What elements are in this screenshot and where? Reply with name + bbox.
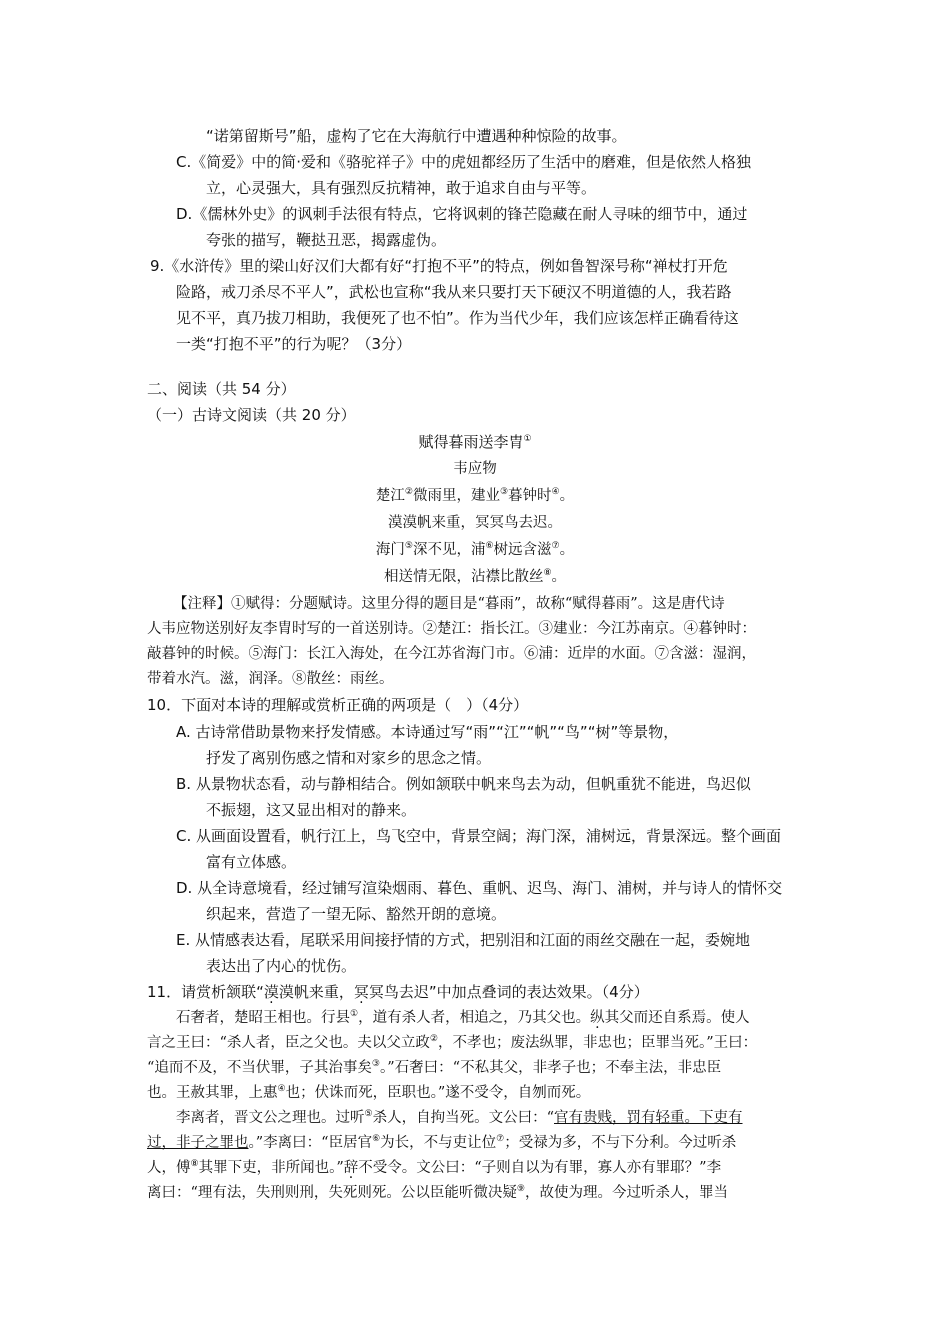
prose-p2-line4: 离曰：“理有法，失刑则刑，失死则死。公以臣能听微决疑⑨，故使为理。今过听杀人，罪当 xyxy=(147,1184,728,1201)
poem-title: 赋得暮雨送李胄① xyxy=(418,433,532,451)
q10-option-c-line1: C. 从画面设置看，帆行江上，鸟飞空中，背景空阔；海门深，浦树远，背景深远。整个画面 xyxy=(176,827,782,845)
q10-option-a-line1: A. 古诗常借助景物来抒发情感。本诗通过写“雨”“江”“帆”“鸟”“树”等景物， xyxy=(176,723,679,741)
poem-line4: 相送情无限，沾襟比散丝⑧。 xyxy=(383,568,567,585)
poem-line2: 漠漠帆来重，冥冥鸟去迟。 xyxy=(388,515,562,531)
q9-line4: 一类“打抱不平”的行为呢？（3分） xyxy=(176,335,412,353)
prose-p2-line2: 过，非子之罪也。”李离曰：“臣居官⑥为长，不与吏让位⑦；受禄为多，不与下分利。今过听杀 xyxy=(147,1134,737,1151)
underlined-sentence: 官有贵贱，罚有轻重。下吏有 xyxy=(554,1110,743,1126)
notes-line3: 敲暮钟的时候。⑤海门：长江入海处，在今江苏省海门市。⑥浦：近岸的水面。⑦含滋：湿润， xyxy=(147,646,756,662)
notes-line1: 【注释】①赋得：分题赋诗。这里分得的题目是“暮雨”，故称“赋得暮雨”。这是唐代诗 xyxy=(173,596,725,612)
q11-stem: 11．请赏析颔联“漠漠帆来重，冥冥鸟去迟”中加点叠词的表达效果。（4分） xyxy=(147,983,649,1001)
dotted-char: 漠 xyxy=(263,983,279,1001)
q9-line3: 见不平，真乃拔刀相助，我便死了也不怕”。作为当代少年，我们应该怎样正确看待这 xyxy=(176,309,739,327)
underlined-sentence: 过，非子之罪也 xyxy=(147,1135,249,1151)
q9-line2: 险路，戒刀杀尽不平人”，武松也宣称“我从来只要打天下硬汉不明道德的人，我若路 xyxy=(176,283,732,301)
prose-p2-line1: 李离者，晋文公之理也。过听⑤杀人，自拘当死。文公曰：“官有贵贱，罚有轻重。下吏有 xyxy=(176,1109,743,1126)
dotted-char: 辞 xyxy=(343,1160,359,1176)
dotted-char: 冥 xyxy=(353,983,369,1001)
q9-line1: 9.《水浒传》里的梁山好汉们大都有好“打抱不平”的特点，例如鲁智深号称“禅杖打开危 xyxy=(150,257,728,275)
notes-line4: 带着水汽。滋，润泽。⑧散丝：雨丝。 xyxy=(147,671,394,687)
q10-stem: 10．下面对本诗的理解或赏析正确的两项是（ ）（4分） xyxy=(147,696,529,714)
subsection-title: （一）古诗文阅读（共 20 分） xyxy=(147,406,356,424)
prose-p1-line2: 言之王曰：“杀人者，臣之父也。夫以父立政②，不孝也；废法纵罪，非忠也；臣罪当死。”王曰： xyxy=(147,1034,758,1051)
notes-line2: 人韦应物送别好友李胄时写的一首送别诗。②楚江：指长江。③建业：今江苏南京。④暮钟时： xyxy=(147,621,756,637)
q8-option-c-line2: 立，心灵强大，具有强烈反抗精神，敢于追求自由与平等。 xyxy=(206,179,597,197)
q10-option-c-line2: 富有立体感。 xyxy=(206,853,297,871)
dotted-char: 纵 xyxy=(590,1010,605,1026)
prose-p1-line1: 石奢者，楚昭王相也。行县①，道有杀人者，相追之，乃其父也。纵其父而还自系焉。使人 xyxy=(176,1009,750,1026)
prose-p1-line3: “追而不及，不当伏罪，子其治事矣③。”石奢曰：“不私其父，非孝子也；不奉主法，非忠臣 xyxy=(147,1059,722,1076)
q10-option-e-line2: 表达出了内心的忧伤。 xyxy=(206,957,357,975)
q10-option-d-line1: D. 从全诗意境看，经过铺写渲染烟雨、暮色、重帆、迟鸟、海门、浦树，并与诗人的情怀交 xyxy=(176,879,783,897)
q10-option-b-line1: B. 从景物状态看，动与静相结合。例如颔联中帆来鸟去为动，但帆重犹不能进，鸟迟似 xyxy=(176,775,751,793)
q8-option-d-line1: D.《儒林外史》的讽刺手法很有特点，它将讽刺的锋芒隐藏在耐人寻味的细节中，通过 xyxy=(176,205,748,223)
q10-option-b-line2: 不振翅，这又显出相对的静来。 xyxy=(206,801,417,819)
prose-p2-line3: 人，傅⑧其罪下吏，非所闻也。”辞不受令。文公曰：“子则自以为有罪，寡人亦有罪耶？”李 xyxy=(147,1159,722,1176)
poem-line1: 楚江②微雨里，建业③暮钟时④。 xyxy=(375,487,575,504)
q10-option-a-line2: 抒发了离别伤感之情和对家乡的思念之情。 xyxy=(206,749,492,767)
q8-b-continuation: “诺第留斯号”船，虚构了它在大海航行中遭遇种种惊险的故事。 xyxy=(206,127,627,145)
q10-option-d-line2: 织起来，营造了一望无际、豁然开朗的意境。 xyxy=(206,905,507,923)
section-title: 二、阅读（共 54 分） xyxy=(147,380,296,398)
poem-line3: 海门⑤深不见，浦⑥树远含滋⑦。 xyxy=(375,541,575,558)
q8-option-d-line2: 夸张的描写，鞭挞丑恶，揭露虚伪。 xyxy=(206,231,447,249)
q8-option-c-line1: C.《简爱》中的简·爱和《骆驼祥子》中的虎妞都经历了生活中的磨难，但是依然人格独 xyxy=(176,153,752,171)
q10-option-e-line1: E. 从情感表达看，尾联采用间接抒情的方式，把别泪和江面的雨丝交融在一起，委婉地 xyxy=(176,931,751,949)
prose-p1-line4: 也。王赦其罪，上惠④也；伏诛而死，臣职也。”遂不受令，自刎而死。 xyxy=(147,1084,591,1101)
poem-author: 韦应物 xyxy=(453,461,497,477)
